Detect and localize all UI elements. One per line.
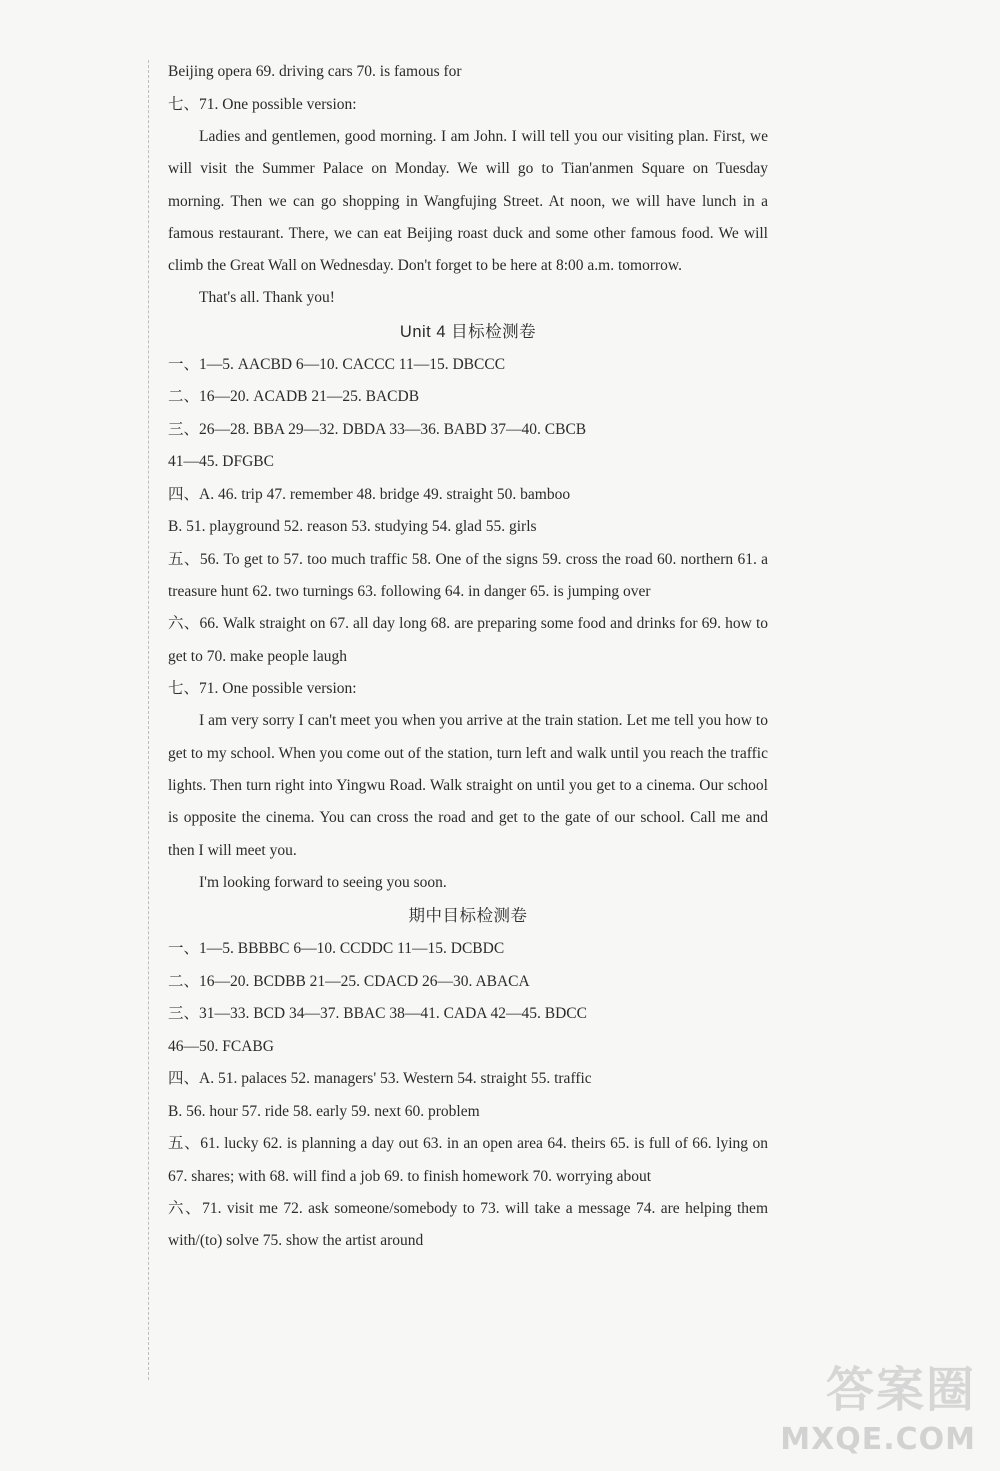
answer-line: B. 56. hour 57. ride 58. early 59. next 60. problem — [168, 1102, 480, 1120]
midterm-title: 期中目标检测卷 — [408, 907, 528, 926]
essay-closing-2: I'm looking forward to seeing you soon. — [199, 873, 447, 891]
answer-line: 二、16—20. ACADB 21—25. BACDB — [168, 388, 420, 406]
answer-section-five: 五、61. lucky 62. is planning a day out 63. in an open area 64. theirs 65. is full of 66. lying on 67. shares; with 68. will find a job 69. to finish homework 70. worrying about — [168, 1135, 768, 1185]
sample-essay-2: I am very sorry I can't meet you when you arrive at the train station. Let me tell you how to get to my school. When you come out of the station, turn left and walk until you reach the traffic lights. Then turn right into Yingwu Road. Walk straight on until you get to a cinema. Our school is opposite the cinema. You can cross the road and get to the gate of our school. Call me and then I will meet you. — [168, 712, 768, 859]
watermark-logo-text: 答案圈 — [825, 1362, 976, 1418]
site-watermark — [780, 1351, 982, 1461]
binding-margin-line — [148, 60, 149, 1380]
answer-section-six: 六、71. visit me 72. ask someone/somebody to 73. will take a message 74. are helping them with/(to) solve 75. show the artist around — [168, 1199, 768, 1250]
answer-line: 四、A. 51. palaces 52. managers' 53. Western 54. straight 55. traffic — [168, 1070, 592, 1088]
answer-line: 三、26—28. BBA 29—32. DBDA 33—36. BABD 37—40. CBCB — [168, 420, 587, 438]
unit4-title: Unit 4 目标检测卷 — [399, 322, 537, 341]
answer-line: 一、1—5. BBBBC 6—10. CCDDC 11—15. DCBDC — [168, 940, 505, 958]
answer-content — [168, 56, 768, 1257]
question-71-label: 七、71. One possible version: — [168, 679, 357, 697]
answer-line: 三、31—33. BCD 34—37. BBAC 38—41. CADA 42—45. BDCC — [168, 1005, 587, 1023]
answer-section-six: 六、66. Walk straight on 67. all day long 68. are preparing some food and drinks for 69. how to get to 70. make people laugh — [168, 615, 768, 665]
answer-line: 46—50. FCABG — [168, 1037, 274, 1055]
answer-line: B. 51. playground 52. reason 53. studying 54. glad 55. girls — [168, 518, 537, 536]
answer-line: 41—45. DFGBC — [168, 453, 274, 471]
answer-line: 二、16—20. BCDBB 21—25. CDACD 26—30. ABACA — [168, 972, 530, 990]
watermark-url: MXQE.COM — [780, 1422, 976, 1457]
question-71-label: 七、71. One possible version: — [168, 95, 357, 113]
answer-line: 一、1—5. AACBD 6—10. CACCC 11—15. DBCCC — [168, 355, 506, 373]
essay-closing-1: That's all. Thank you! — [199, 289, 335, 307]
answer-line: Beijing opera 69. driving cars 70. is famous for — [168, 63, 462, 80]
answer-section-five: 五、56. To get to 57. too much traffic 58. One of the signs 59. cross the road 60. northern 61. a treasure hunt 62. two turnings 63. following 64. in danger 65. is jumping over — [168, 550, 768, 601]
sample-essay-1: Ladies and gentlemen, good morning. I am John. I will tell you our visiting plan. First, we will visit the Summer Palace on Monday. We will go to Tian'anmen Square on Tuesday morning. Then we can go shopping in Wangfujing Street. At noon, we will have lunch in a famous restaurant. There, we can eat Beijing roast duck and some other famous food. We will climb the Great Wall on Wednesday. Don't forget to be here at 8:00 a.m. tomorrow. — [168, 128, 768, 275]
answer-line: 四、A. 46. trip 47. remember 48. bridge 49. straight 50. bamboo — [168, 485, 571, 503]
